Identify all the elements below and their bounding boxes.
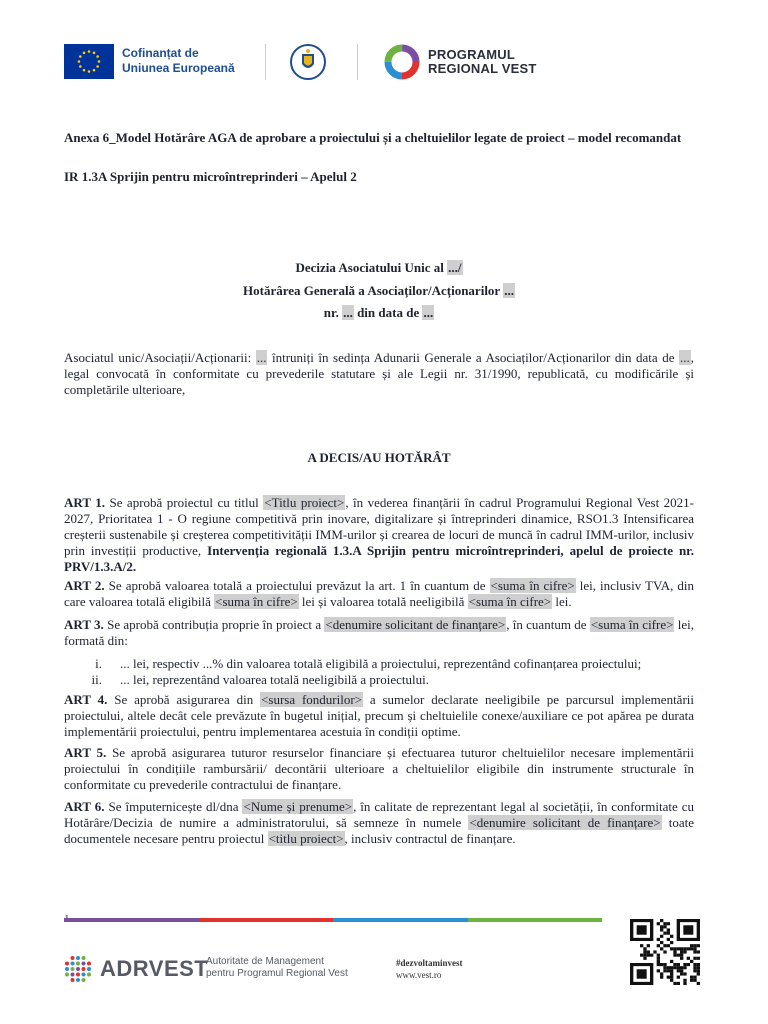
- eu-cofinancing-label: [122, 46, 262, 76]
- article-label: ART 2.: [64, 578, 105, 593]
- article-label: ART 4.: [64, 692, 108, 707]
- placeholder-highlight: .../: [448, 260, 462, 275]
- eu-text-line2: Uniunea Europeană: [122, 61, 235, 75]
- header-separator: [265, 44, 266, 80]
- list-number: i.: [95, 656, 102, 671]
- placeholder-highlight: <suma în cifre>: [468, 594, 552, 609]
- article-label: ART 3.: [64, 617, 104, 632]
- intro-paragraph: Asociatul unic/Asociații/Acționarii: ... întruniți în sedința Adunarii Generale a Asociaților/Acționarilor din data de ..., legal convocată în conformitate cu prevederile statutare și ale Legii nr. 31/1990, republicată, cu modificările și completările ulterioare,: [64, 350, 694, 397]
- article-4: ART 4. Se aprobă asigurarea din <sursa fondurilor> a sumelor declarate neeligibile pe parcursul implementării proiectului, altele decât cele prevăzute în bugetul inițial, precum și cheltuielile conexe/auxiliare ce pot apărea pe durata implementării proiectului, pentru implementarea acestuia în condiții optime.: [64, 692, 695, 739]
- placeholder-highlight: <titlu proiect>: [268, 831, 344, 846]
- color-bar-segment: [333, 918, 468, 922]
- placeholder-highlight: <suma în cifre>: [215, 594, 298, 609]
- placeholder-highlight: <Titlu proiect>: [264, 495, 345, 510]
- prv-line2: REGIONAL VEST: [428, 61, 537, 76]
- color-bar-segment: [468, 918, 603, 922]
- article-3: ART 3. Se aprobă contribuția proprie în proiect a <denumire solicitant de finanțare>, în cuantum de <suma în cifre> lei, formată din:: [64, 617, 694, 648]
- qr-code-icon: [630, 919, 700, 985]
- article-2: ART 2. Se aprobă valoarea totală a proiectului prevăzut la art. 1 în cuantum de <suma în cifre> lei, inclusiv TVA, din care valoarea totală eligibilă <suma în cifre> lei și valoarea totală neeligibilă <suma în cifre> lei.: [64, 578, 695, 609]
- eu-flag-icon: [64, 44, 114, 79]
- regional-program-logo-icon: [383, 43, 421, 81]
- placeholder-highlight: ...: [343, 305, 353, 320]
- color-bar-segment: [64, 918, 199, 922]
- list-number: ii.: [91, 672, 102, 687]
- annex-title: Anexa 6_Model Hotărâre AGA de aprobare a proiectului și a cheltuielilor legate de proiect – model recomandat: [64, 130, 682, 145]
- placeholder-highlight: ...: [679, 350, 690, 365]
- list-item: ii. ... lei, reprezentând valoarea totală neeligibilă a proiectului.: [64, 672, 694, 688]
- article-6: ART 6. Se împuternicește dl/dna <Nume și prenume>, în calitate de reprezentant legal al societății, în conformitate cu Hotărâre/Decizia de numire a administratorului, să semneze în numele <denumire solicitant de finanțare> toate documentele necesare pentru proiectul <titlu proiect>, inclusiv contractul de finanțare.: [64, 799, 694, 846]
- eu-text-line1: Cofinanțat de: [122, 46, 199, 60]
- article-label: ART 6.: [64, 799, 105, 814]
- list-item: i. ... lei, respectiv ...% din valoarea totală eligibilă a proiectului, reprezentând cofinanțarea proiectului;: [64, 656, 694, 672]
- decided-heading: A DECIS/AU HOTĂRÂT: [307, 450, 451, 465]
- color-bar-segment: [199, 918, 334, 922]
- website-link[interactable]: www.vest.ro: [396, 970, 442, 980]
- article-label: ART 5.: [64, 745, 107, 760]
- adr-description: [206, 956, 386, 980]
- regional-program-label: [428, 48, 548, 76]
- placeholder-highlight: <suma în cifre>: [490, 578, 575, 593]
- adr-desc-line1: Autoritate de Management: [206, 956, 324, 967]
- article-label: ART 1.: [64, 495, 105, 510]
- prv-line1: PROGRAMUL: [428, 47, 516, 62]
- adr-name: ADRVEST: [100, 956, 209, 981]
- article-1: ART 1. Se aprobă proiectul cu titlul <Titlu proiect>, în vederea finanțării în cadrul Programului Regional Vest 2021-2027, Prioritatea 1 - O regiune competitivă prin inovare, digitalizare și întreprinderi dinamice, RSO1.3 Intensificarea creșterii sustenabile și creșterea competitivității IMM-urilor și crearea de locuri de muncă în cadrul IMM-urilor, inclusiv prin investiții productive, Intervenția regională 1.3.A Sprijin pentru microîntreprinderi, apelul de proiecte nr. PRV/1.3.A/2.: [64, 495, 695, 574]
- placeholder-highlight: <Nume și prenume>: [243, 799, 353, 814]
- adr-desc-line2: pentru Programul Regional Vest: [206, 968, 348, 979]
- placeholder-highlight: <denumire solicitant de finanțare>: [469, 815, 661, 830]
- decision-line-3: nr. ... din data de ...: [323, 305, 434, 320]
- annex-subtitle: IR 1.3A Sprijin pentru microîntreprinderi – Apelul 2: [64, 169, 357, 184]
- placeholder-highlight: <denumire solicitant de finanțare>: [325, 617, 506, 632]
- footer-color-bar: [64, 918, 602, 922]
- decision-line-1: Decizia Asociatului Unic al .../: [295, 260, 462, 275]
- placeholder-highlight: ...: [504, 283, 514, 298]
- placeholder-highlight: ...: [256, 350, 267, 365]
- header-separator: [357, 44, 358, 80]
- romania-crest-icon: [290, 42, 326, 82]
- article-5: ART 5. Se aprobă asigurarea tuturor resurselor financiare și efectuarea tuturor cheltuielilor necesare implementării proiectului în condițiile rambursării/ decontării ulterioare a cheltuielilor eligibile din instrumente structurale în conformitate cu prevederile contractului de finanțare.: [64, 745, 694, 792]
- hashtag: #dezvoltaminvest: [396, 958, 463, 968]
- placeholder-highlight: <sursa fondurilor>: [261, 692, 363, 707]
- adr-logo-icon: [64, 955, 92, 983]
- decision-line-2: Hotărârea Generală a Asociaților/Acționarilor ...: [243, 283, 514, 298]
- placeholder-highlight: <suma în cifre>: [590, 617, 674, 632]
- placeholder-highlight: ...: [423, 305, 434, 320]
